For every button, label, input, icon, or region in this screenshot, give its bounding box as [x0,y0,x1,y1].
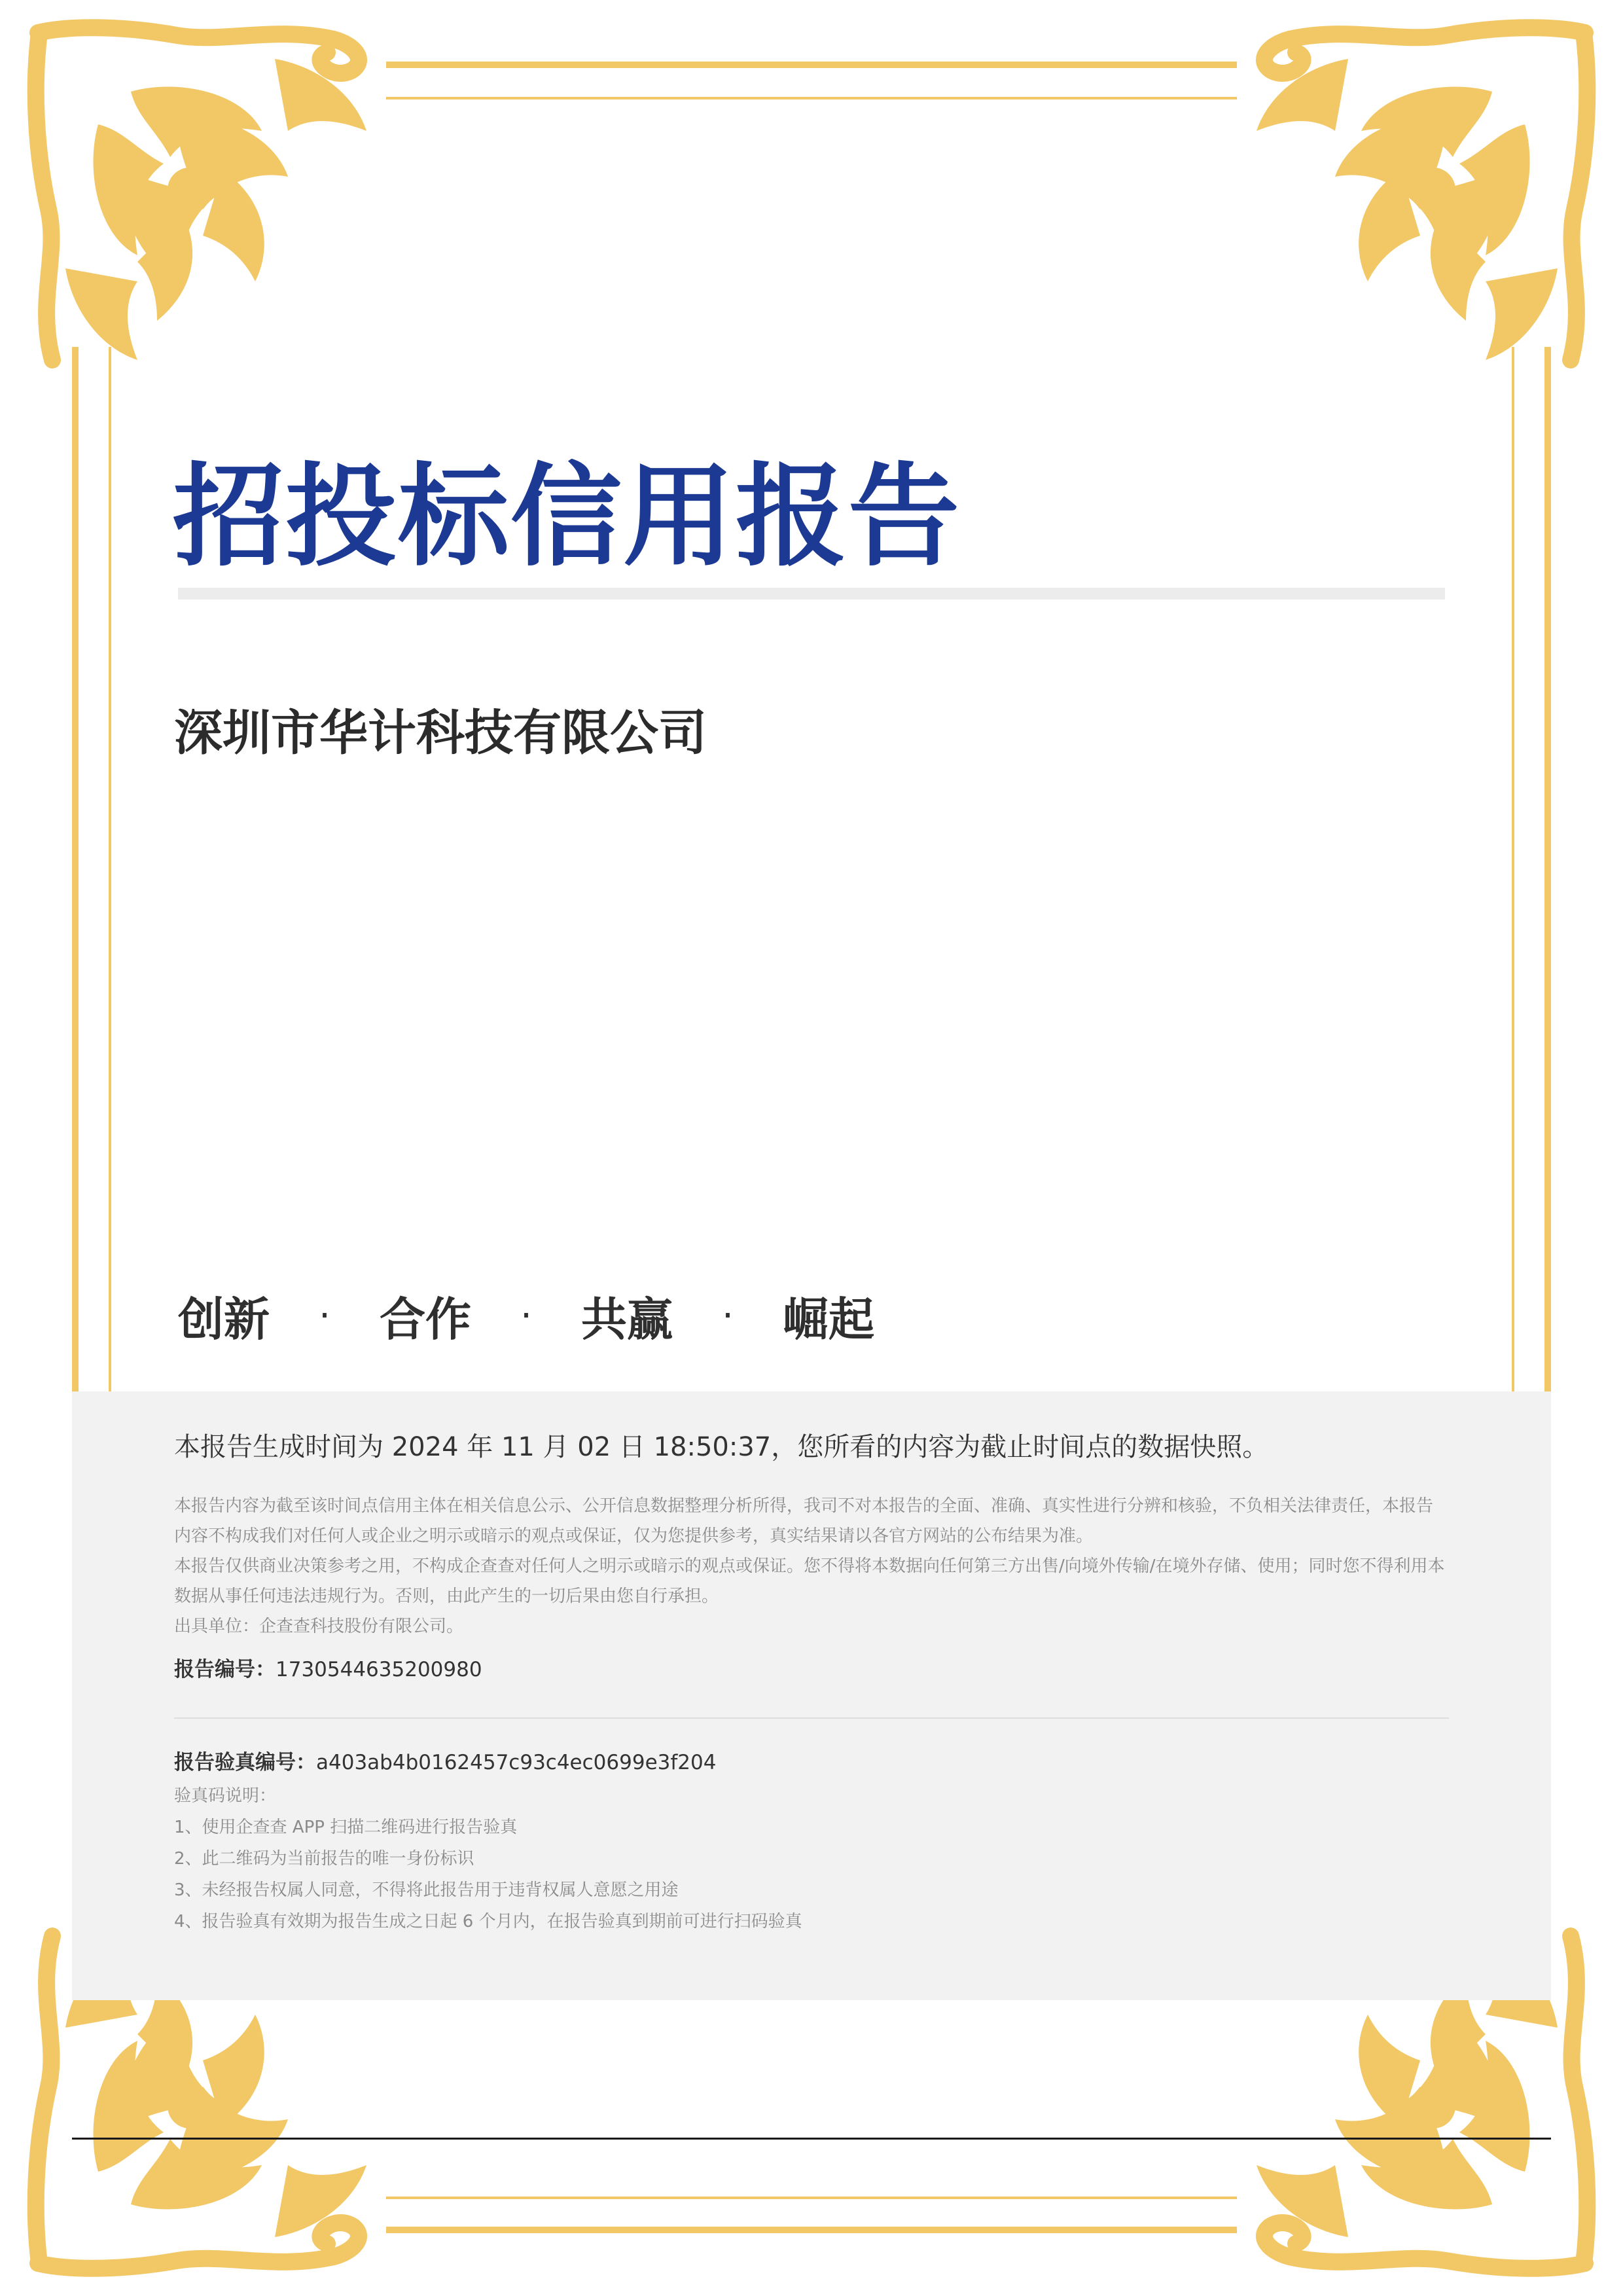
report-number-label: 报告编号： [174,1658,276,1681]
disclaimer-usage: 本报告仅供商业决策参考之用，不构成企查查对任何人之明示或暗示的观点或保证。您不得将本数据向任何第三方出售/向境外传输/在境外存储、使用；同时您不得利用本数据从事任何违法违规行为。否则，由此产生的一切后果由您自行承担。 [174,1556,1445,1606]
bottom-border-line-inner [386,2197,1237,2199]
panel-divider [174,1717,1449,1719]
verification-note: 4、报告验真有效期为报告生成之日起 6 个月内，在报告验真到期前可进行扫码验真 [174,1912,802,1931]
verification-number [174,1746,1449,1779]
slogan-word: 共赢 [581,1292,673,1346]
verification-notes [174,1780,1449,1937]
slogan-separator: · [319,1294,330,1337]
ornament-top-right-icon [1257,20,1597,360]
snapshot-statement [174,1427,1449,1467]
disclaimer-block [174,1491,1449,1641]
verification-number-label: 报告验真编号： [174,1751,316,1774]
verification-note: 2、此二维码为当前报告的唯一身份标识 [174,1849,474,1869]
top-border-line-outer [386,62,1237,68]
top-border-line-inner [386,97,1237,99]
report-title: 招投标信用报告 [173,452,961,582]
verification-note: 1、使用企查查 APP 扫描二维码进行报告验真 [174,1818,518,1837]
slogan [178,1283,874,1348]
issuer-line: 出具单位：企查查科技股份有限公司。 [174,1617,464,1636]
snapshot-prefix: 本报告生成时间为 [174,1432,383,1462]
snapshot-time: 2024 年 11 月 02 日 18:50:37 [391,1432,772,1462]
title-underline [178,588,1445,600]
report-number [174,1653,1449,1686]
verification-note: 3、未经报告权属人同意，不得将此报告用于违背权属人意愿之用途 [174,1880,679,1900]
slogan-word: 合作 [380,1292,471,1346]
snapshot-suffix: ，您所看的内容为截止时间点的数据快照。 [771,1432,1269,1462]
slogan-separator: · [520,1294,532,1337]
bottom-border-line-outer [386,2227,1237,2233]
slogan-word: 崛起 [783,1292,874,1346]
footer-rule [72,2138,1551,2140]
disclaimer-accuracy: 本报告内容为截至该时间点信用主体在相关信息公示、公开信息数据整理分析所得，我司不对本报告的全面、准确、真实性进行分辨和核验，不负相关法律责任，本报告内容不构成我们对任何人或企业之明示或暗示的观点或保证，仅为您提供参考，真实结果请以各官方网站的公布结果为准。 [174,1496,1434,1546]
ornament-top-left-icon [26,20,366,360]
report-number-value: 1730544635200980 [276,1658,482,1681]
verification-number-value: a403ab4b0162457c93c4ec0699e3f204 [316,1751,717,1774]
report-info-panel [72,1391,1551,2000]
verification-notes-title: 验真码说明： [174,1786,277,1806]
company-name: 深圳市华计科技有限公司 [174,705,707,761]
report-info-content [174,1427,1449,1937]
slogan-separator: · [722,1294,734,1337]
slogan-word: 创新 [178,1292,270,1346]
